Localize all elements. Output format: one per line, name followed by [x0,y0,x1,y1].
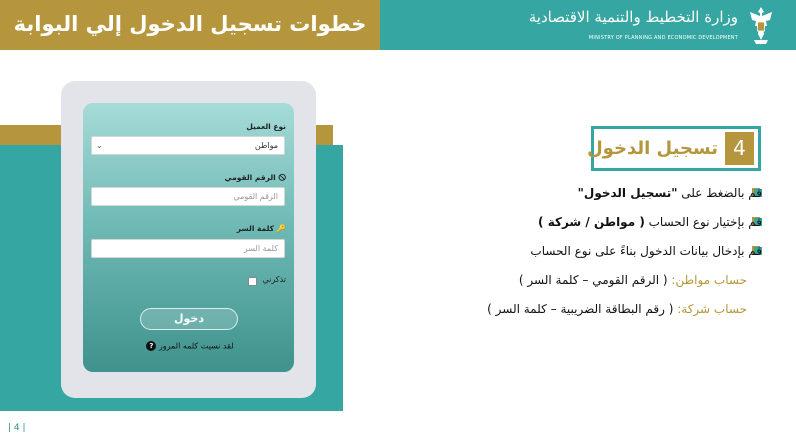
key-icon: 🔑 [276,224,286,233]
logo-arabic-text: وزارة التخطيط والتنمية الاقتصادية [528,8,738,26]
eagle-emblem-icon [746,4,776,46]
instruction-item: قم بإختيار نوع الحساب ( مواطن / شركة ) [538,215,762,229]
instruction-item: قم بإدخال بيانات الدخول بناءً على نوع الحساب [530,244,762,258]
header-logo-bar [380,0,796,50]
client-type-select[interactable] [91,136,285,155]
logo-english-text: MINISTRY OF PLANNING AND ECONOMIC DEVELOPMENT [588,35,738,41]
password-label: 🔑 كلمة السر [236,224,286,233]
citizen-account-line [519,273,747,287]
header-title-bar [0,0,380,50]
company-account-line [487,302,747,316]
forgot-password-link[interactable]: لقد نسيت كلمه المرور ? [83,341,294,351]
step-title: تسجيل الدخول [587,138,718,159]
login-button[interactable]: دخول [140,308,238,330]
national-id-label: 🛇 الرقم القومي [224,173,286,182]
id-card-icon: 🛇 [278,173,286,182]
ministry-logo [528,4,776,46]
password-input[interactable] [91,239,285,258]
client-type-label: نوع العميل [246,122,286,131]
password-placeholder: كلمة السر [243,244,278,253]
remember-me-checkbox[interactable] [248,277,257,286]
step-heading [587,126,761,171]
citizen-account-fields: ( الرقم القومي – كلمة السر ) [518,273,668,287]
instruction-item: قم بالضغط على "تسجيل الدخول" [577,186,762,200]
chevron-down-icon: ⌄ [96,141,103,150]
company-account-fields: ( رقم البطاقة الضريبية – كلمة السر ) [487,302,674,316]
remember-me-label: تذكرني [262,275,286,284]
page-title: خطوات تسجيل الدخول إلي البوابة [13,12,367,36]
question-icon: ? [146,341,156,351]
step-number: 4 [725,132,754,165]
company-account-label: حساب شركة: [677,302,747,316]
national-id-input[interactable] [91,187,285,206]
national-id-placeholder: الرقم القومي [233,192,278,201]
citizen-account-label: حساب مواطن: [671,273,747,287]
client-type-value: مواطن [254,141,278,150]
page-number: | 4 | [8,423,26,433]
login-form-screen [83,103,294,372]
